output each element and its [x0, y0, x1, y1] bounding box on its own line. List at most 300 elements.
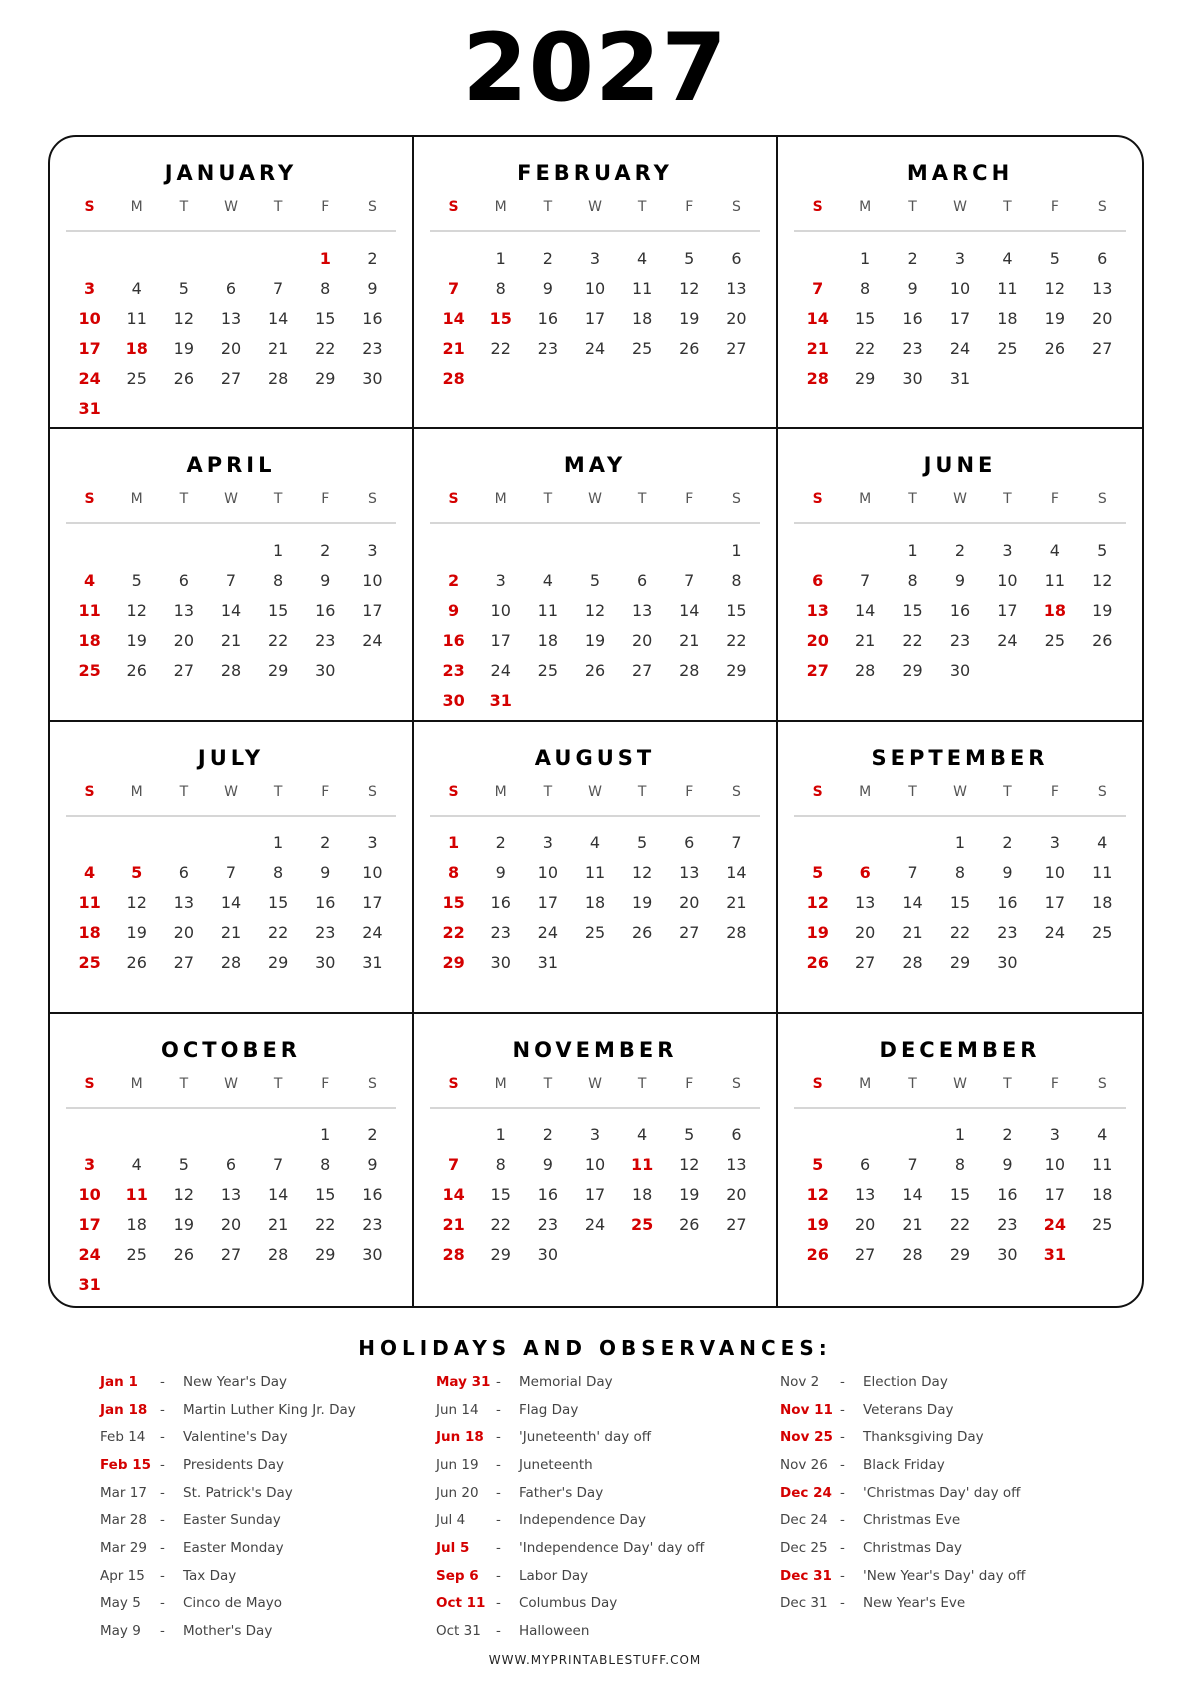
weekday-label: T [543, 783, 553, 800]
day-number: 31 [489, 690, 512, 710]
day-grid [794, 243, 1126, 393]
weekday-label: W [953, 783, 967, 800]
holidays-column [436, 1368, 796, 1645]
day-number: 28 [902, 953, 923, 972]
weekday-label: M [130, 199, 143, 215]
day-number: 29 [315, 1245, 336, 1265]
day-number: 17 [78, 1215, 101, 1235]
day-number: 15 [854, 308, 876, 328]
weekday-label: F [685, 491, 694, 508]
day-number: 21 [267, 338, 289, 358]
holiday-dash: - [840, 1539, 845, 1556]
weekday-label: S [812, 491, 823, 508]
day-number: 24 [584, 338, 606, 358]
holiday-dash: - [160, 1401, 165, 1418]
weekday-header [794, 491, 1126, 507]
day-number: 10 [949, 278, 971, 298]
weekday-label: M [494, 1075, 507, 1092]
day-number: 12 [126, 893, 147, 912]
day-number: 12 [173, 1185, 195, 1205]
day-number: 20 [726, 308, 747, 328]
month-name: MARCH [906, 161, 1014, 185]
day-number: 30 [315, 953, 336, 972]
day-number: 19 [1044, 308, 1066, 328]
weekday-header [794, 199, 1126, 215]
weekday-label: F [1050, 199, 1059, 215]
day-number: 14 [442, 1185, 465, 1205]
weekday-label: F [321, 1075, 330, 1092]
day-number: 4 [542, 570, 553, 590]
day-number: 27 [854, 1245, 876, 1265]
day-number: 1 [273, 540, 284, 560]
day-grid [66, 828, 396, 978]
weekday-header [66, 1076, 396, 1092]
holiday-date: Sep 6 [436, 1567, 479, 1584]
day-number: 26 [679, 1215, 700, 1235]
day-number: 17 [1044, 893, 1066, 912]
day-number: 12 [679, 1155, 700, 1175]
holiday-name: Christmas Day [863, 1539, 963, 1556]
weekday-label: W [224, 491, 238, 508]
divider [794, 522, 1126, 524]
holiday-dash: - [496, 1373, 501, 1390]
holidays-column [100, 1368, 460, 1645]
weekday-label: S [731, 491, 741, 508]
weekday-label: S [1097, 1075, 1107, 1092]
day-number: 1 [320, 1125, 331, 1145]
day-number: 22 [267, 923, 289, 942]
day-number: 16 [315, 600, 336, 620]
weekday-label: T [908, 199, 917, 215]
day-number: 8 [320, 278, 331, 298]
divider [66, 522, 396, 524]
day-number: 24 [78, 368, 101, 388]
day-number: 15 [315, 308, 336, 328]
day-number: 10 [78, 1185, 101, 1205]
day-number: 28 [806, 368, 829, 388]
holiday-name: Mother's Day [183, 1623, 273, 1640]
holiday-row [436, 1534, 796, 1562]
day-number: 30 [949, 660, 971, 680]
day-number: 15 [949, 893, 971, 912]
day-number: 29 [949, 1245, 971, 1265]
day-number: 1 [860, 248, 871, 268]
divider [66, 815, 396, 817]
day-number: 19 [806, 923, 829, 942]
day-number: 5 [684, 248, 695, 268]
day-number: 13 [220, 1185, 242, 1205]
weekday-label: T [908, 1075, 917, 1092]
day-number: 29 [854, 368, 876, 388]
day-number: 20 [631, 630, 653, 650]
weekday-header [66, 784, 396, 800]
day-number: 10 [362, 863, 383, 882]
holiday-dash: - [840, 1484, 845, 1501]
weekday-label: S [448, 199, 459, 215]
holiday-dash: - [840, 1567, 845, 1584]
holiday-dash: - [496, 1401, 501, 1418]
day-number: 19 [1092, 600, 1113, 620]
day-number: 25 [78, 953, 101, 972]
holidays-column [780, 1368, 1140, 1617]
day-number: 18 [1043, 600, 1066, 620]
day-number: 9 [907, 278, 918, 298]
holiday-dash: - [496, 1429, 501, 1446]
holiday-date: May 31 [436, 1373, 491, 1390]
day-number: 11 [537, 600, 559, 620]
day-number: 1 [954, 833, 966, 852]
weekday-label: S [84, 1075, 95, 1092]
day-number: 13 [806, 600, 829, 620]
day-number: 21 [726, 893, 747, 912]
holiday-dash: - [160, 1595, 165, 1612]
day-number: 13 [679, 863, 700, 882]
day-number: 16 [362, 1185, 383, 1205]
holiday-row [436, 1479, 796, 1507]
holiday-row [780, 1562, 1140, 1590]
day-number: 4 [84, 570, 96, 590]
day-number: 17 [537, 893, 559, 912]
holiday-date: Nov 25 [780, 1429, 833, 1446]
day-number: 11 [631, 278, 653, 298]
holiday-dash: - [160, 1539, 165, 1556]
day-number: 18 [125, 338, 148, 358]
day-number: 2 [320, 833, 331, 852]
month-march [778, 137, 1142, 429]
weekday-label: W [953, 491, 967, 508]
weekday-label: S [448, 1075, 459, 1092]
weekday-header [430, 199, 760, 215]
day-number: 11 [1092, 863, 1113, 882]
month-name: APRIL [186, 453, 276, 478]
holiday-name: Flag Day [519, 1401, 579, 1418]
holiday-date: Dec 24 [780, 1484, 832, 1501]
holiday-name: Easter Monday [183, 1539, 284, 1556]
day-number: 23 [949, 630, 971, 650]
day-number: 8 [731, 570, 742, 590]
year-title: 2027 [462, 14, 728, 123]
day-number: 4 [1097, 833, 1108, 852]
day-number: 25 [631, 1215, 654, 1235]
day-number: 7 [907, 1155, 918, 1175]
month-name: FEBRUARY [517, 161, 673, 185]
day-number: 6 [812, 570, 824, 590]
day-number: 21 [902, 1215, 923, 1235]
holiday-date: Mar 17 [100, 1484, 147, 1501]
day-number: 3 [84, 278, 96, 298]
holiday-row [780, 1479, 1140, 1507]
day-number: 14 [679, 600, 700, 620]
day-number: 29 [267, 953, 289, 972]
day-number: 25 [1092, 923, 1113, 942]
day-number: 23 [315, 923, 336, 942]
weekday-label: T [637, 783, 647, 800]
day-number: 25 [1044, 630, 1066, 650]
day-number: 16 [997, 1185, 1018, 1205]
holiday-name: Christmas Eve [863, 1512, 961, 1529]
holiday-dash: - [496, 1484, 501, 1501]
day-grid [794, 828, 1126, 978]
day-number: 31 [78, 1275, 101, 1295]
divider [66, 1107, 396, 1109]
day-number: 12 [679, 278, 700, 298]
weekday-label: F [1050, 491, 1059, 508]
month-name: JULY [197, 745, 265, 770]
day-grid [794, 535, 1126, 685]
day-number: 22 [442, 923, 465, 942]
day-number: 24 [362, 630, 383, 650]
day-number: 17 [490, 630, 511, 650]
day-number: 15 [315, 1185, 336, 1205]
day-grid [430, 243, 760, 393]
day-number: 8 [320, 1155, 331, 1175]
weekday-label: S [731, 1075, 741, 1092]
day-number: 8 [954, 1155, 966, 1175]
day-number: 16 [315, 893, 336, 912]
day-number: 29 [315, 368, 336, 388]
day-number: 18 [1092, 1185, 1113, 1205]
divider [794, 815, 1126, 817]
holiday-dash: - [160, 1512, 165, 1529]
day-number: 7 [812, 278, 824, 298]
day-number: 12 [173, 308, 195, 328]
day-number: 13 [173, 893, 195, 912]
day-number: 30 [997, 1245, 1018, 1265]
day-number: 28 [267, 1245, 289, 1265]
day-number: 26 [126, 953, 147, 972]
holiday-name: Black Friday [863, 1456, 945, 1473]
day-number: 8 [495, 1155, 506, 1175]
day-number: 26 [173, 1245, 195, 1265]
day-number: 22 [490, 1215, 511, 1235]
day-number: 10 [997, 570, 1018, 590]
day-number: 16 [442, 630, 465, 650]
holiday-date: Nov 2 [780, 1373, 820, 1390]
holiday-row [100, 1590, 460, 1618]
day-number: 22 [315, 338, 336, 358]
day-number: 22 [490, 338, 511, 358]
weekday-label: F [1050, 1075, 1059, 1092]
holiday-date: Jan 1 [100, 1373, 138, 1390]
day-number: 29 [442, 953, 465, 972]
day-number: 12 [1044, 278, 1066, 298]
holiday-date: Apr 15 [100, 1567, 145, 1584]
day-number: 1 [907, 540, 918, 560]
day-number: 1 [954, 1125, 966, 1145]
day-grid [430, 535, 760, 715]
holiday-row [780, 1396, 1140, 1424]
day-number: 23 [997, 923, 1018, 942]
weekday-header [66, 199, 396, 215]
weekday-label: T [1003, 1075, 1012, 1092]
day-number: 25 [126, 1245, 147, 1265]
day-number: 11 [1092, 1155, 1113, 1175]
day-number: 17 [584, 308, 606, 328]
day-number: 15 [489, 308, 512, 328]
holiday-name: Labor Day [519, 1567, 589, 1584]
day-number: 8 [273, 570, 284, 590]
holiday-dash: - [496, 1456, 501, 1473]
day-number: 6 [860, 1155, 871, 1175]
day-number: 16 [362, 308, 383, 328]
holiday-name: Juneteenth [519, 1456, 593, 1473]
day-number: 18 [126, 1215, 147, 1235]
weekday-header [430, 784, 760, 800]
holiday-row [780, 1368, 1140, 1396]
month-name: DECEMBER [879, 1037, 1041, 1062]
holiday-date: Nov 26 [780, 1456, 828, 1473]
weekday-label: T [1003, 783, 1012, 800]
day-number: 3 [84, 1155, 96, 1175]
weekday-label: S [448, 491, 459, 508]
day-number: 10 [1044, 863, 1066, 882]
holiday-date: Jul 4 [436, 1512, 466, 1529]
weekday-label: T [273, 491, 283, 508]
holiday-name: Columbus Day [519, 1595, 618, 1612]
weekday-label: W [224, 199, 238, 215]
day-number: 27 [173, 660, 195, 680]
day-number: 28 [442, 368, 465, 388]
day-number: 25 [584, 923, 606, 942]
day-number: 2 [1002, 1125, 1013, 1145]
weekday-label: S [731, 199, 741, 215]
day-number: 15 [267, 893, 289, 912]
holiday-dash: - [840, 1401, 845, 1418]
holiday-row [436, 1451, 796, 1479]
day-number: 19 [679, 1185, 700, 1205]
day-number: 2 [448, 570, 460, 590]
weekday-label: F [321, 491, 330, 508]
day-number: 1 [731, 540, 742, 560]
weekday-label: M [859, 783, 872, 800]
holiday-name: Thanksgiving Day [863, 1429, 984, 1446]
holiday-date: Dec 31 [780, 1595, 828, 1612]
day-number: 19 [584, 630, 606, 650]
day-number: 15 [949, 1185, 971, 1205]
day-number: 8 [954, 863, 966, 882]
day-number: 3 [367, 540, 378, 560]
day-number: 1 [273, 833, 284, 852]
holiday-row [436, 1506, 796, 1534]
day-number: 23 [362, 338, 383, 358]
day-number: 20 [726, 1185, 747, 1205]
day-number: 13 [631, 600, 653, 620]
day-number: 18 [537, 630, 559, 650]
weekday-label: T [637, 491, 647, 508]
weekday-label: S [1097, 199, 1107, 215]
weekday-label: S [367, 491, 377, 508]
day-number: 10 [362, 570, 383, 590]
holiday-row [100, 1423, 460, 1451]
holiday-date: Dec 24 [780, 1512, 828, 1529]
holiday-dash: - [160, 1373, 165, 1390]
day-number: 5 [812, 863, 824, 882]
day-number: 2 [367, 1125, 378, 1145]
day-number: 25 [631, 338, 653, 358]
day-number: 21 [806, 338, 829, 358]
holiday-name: Valentine's Day [183, 1429, 288, 1446]
day-number: 29 [267, 660, 289, 680]
day-number: 24 [537, 923, 559, 942]
day-number: 9 [367, 1155, 378, 1175]
divider [430, 230, 760, 232]
day-number: 24 [1044, 923, 1066, 942]
weekday-label: S [812, 783, 823, 800]
holiday-row [100, 1617, 460, 1645]
day-number: 28 [679, 660, 700, 680]
day-number: 14 [220, 893, 242, 912]
holiday-date: Jan 18 [100, 1401, 148, 1418]
holiday-dash: - [840, 1373, 845, 1390]
day-number: 4 [637, 248, 648, 268]
day-number: 9 [954, 570, 966, 590]
day-number: 12 [806, 1185, 829, 1205]
weekday-label: M [859, 1075, 872, 1092]
day-number: 14 [726, 863, 747, 882]
holiday-date: Jun 20 [436, 1484, 479, 1501]
weekday-label: T [273, 1075, 283, 1092]
month-name: SEPTEMBER [871, 745, 1049, 770]
weekday-label: F [685, 199, 694, 215]
day-number: 24 [949, 338, 971, 358]
day-number: 27 [806, 660, 829, 680]
day-number: 14 [442, 308, 465, 328]
day-number: 31 [537, 953, 559, 972]
day-number: 2 [1002, 833, 1013, 852]
day-grid [66, 535, 396, 685]
day-number: 24 [490, 660, 511, 680]
month-january [50, 137, 414, 429]
holiday-row [100, 1368, 460, 1396]
day-number: 9 [448, 600, 460, 620]
day-number: 12 [631, 863, 653, 882]
day-number: 2 [367, 248, 378, 268]
day-grid [430, 1120, 760, 1270]
day-number: 17 [584, 1185, 606, 1205]
day-number: 6 [1097, 248, 1108, 268]
day-number: 1 [495, 1125, 506, 1145]
day-number: 7 [860, 570, 871, 590]
day-number: 27 [726, 338, 747, 358]
day-number: 12 [584, 600, 606, 620]
day-grid [794, 1120, 1126, 1270]
holiday-date: Jun 19 [436, 1456, 479, 1473]
day-number: 5 [589, 570, 601, 590]
day-number: 16 [490, 893, 511, 912]
holiday-row [100, 1506, 460, 1534]
day-number: 19 [806, 1215, 829, 1235]
day-number: 28 [220, 953, 242, 972]
weekday-label: S [367, 783, 377, 800]
weekday-label: M [859, 491, 872, 508]
day-number: 25 [997, 338, 1018, 358]
day-number: 22 [902, 630, 923, 650]
day-number: 29 [726, 660, 747, 680]
weekday-label: W [588, 783, 602, 800]
month-february [414, 137, 778, 429]
day-number: 17 [78, 338, 101, 358]
holiday-name: Election Day [863, 1373, 948, 1390]
day-number: 11 [997, 278, 1018, 298]
day-number: 26 [806, 1245, 829, 1265]
day-number: 18 [78, 630, 101, 650]
month-name: AUGUST [534, 745, 656, 770]
weekday-label: T [1003, 491, 1012, 508]
weekday-label: F [685, 783, 694, 800]
divider [794, 230, 1126, 232]
day-number: 30 [362, 1245, 383, 1265]
weekday-label: T [543, 491, 553, 508]
